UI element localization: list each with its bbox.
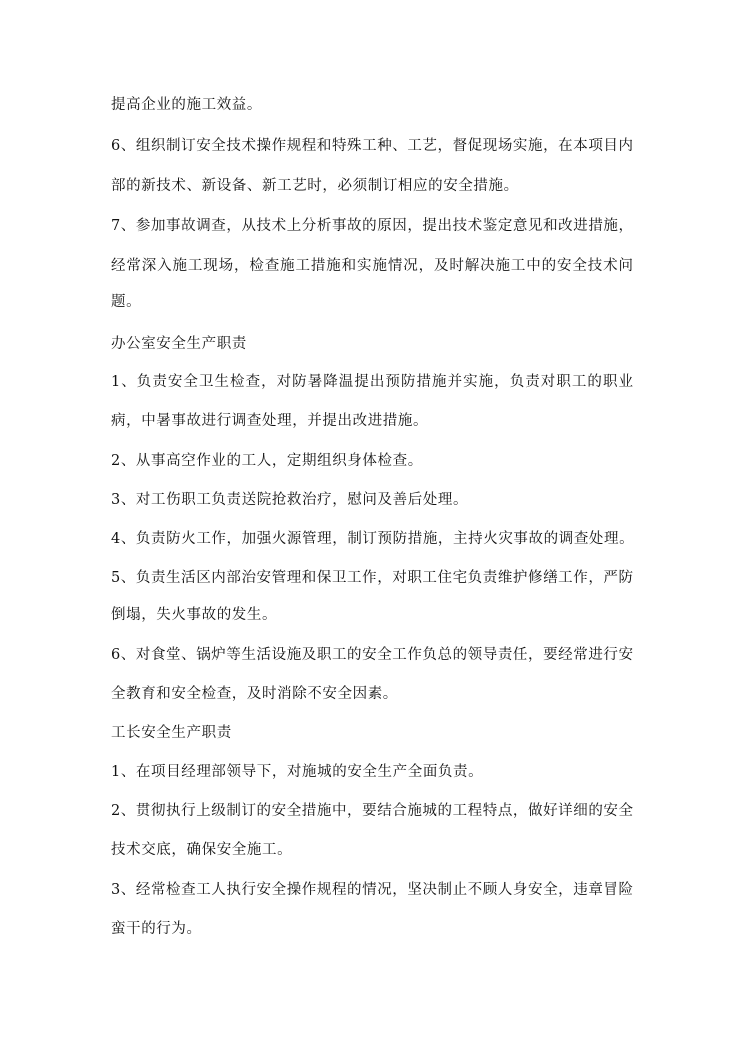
section-heading: 工长安全生产职责: [111, 725, 232, 741]
text-line: 2、从事高空作业的工人，定期组织身体检查。: [111, 453, 423, 469]
text-line: 3、对工伤职工负责送院抢救治疗，慰问及善后处理。: [111, 492, 469, 508]
text-line: 2、贯彻执行上级制订的安全措施中，要结合施城的工程特点，做好详细的安全: [111, 803, 633, 819]
text-line: 1、在项目经理部领导下，对施城的安全生产全面负责。: [111, 764, 484, 780]
text-line: 蛮干的行为。: [111, 921, 202, 937]
section-heading: 办公室安全生产职责: [111, 336, 247, 352]
text-line: 病，中暑事故进行调查处理，并提出改进措施。: [111, 413, 429, 429]
text-line: 3、经常检查工人执行安全操作规程的情况，坚决制止不顾人身安全，违章冒险: [111, 882, 633, 898]
text-line: 经常深入施工现场，检查施工措施和实施情况，及时解决施工中的安全技术问: [111, 258, 633, 274]
text-line: 5、负责生活区内部治安管理和保卫工作，对职工住宅负责维护修缮工作，严防: [111, 570, 633, 586]
text-line: 7、参加事故调查，从技术上分析事故的原因，提出技术鉴定意见和改进措施，: [111, 218, 633, 234]
text-line: 全教育和安全检查，及时消除不安全因素。: [111, 686, 398, 702]
text-line: 6、对食堂、锅炉等生活设施及职工的安全工作负总的领导责任，要经常进行安: [111, 647, 633, 663]
text-line: 倒塌，失火事故的发生。: [111, 607, 278, 623]
text-line: 题。: [111, 294, 142, 310]
text-line: 提高企业的施工效益。: [111, 97, 262, 113]
text-line: 部的新技术、新设备、新工艺时，必须制订相应的安全措施。: [111, 178, 519, 194]
text-line: 4、负责防火工作，加强火源管理，制订预防措施，主持火灾事故的调查处理。: [111, 531, 635, 547]
text-line: 1、负责安全卫生检查，对防暑降温提出预防措施并实施，负责对职工的职业: [111, 374, 633, 390]
text-line: 6、组织制订安全技术操作规程和特殊工种、工艺，督促现场实施，在本项目内: [111, 138, 633, 154]
text-line: 技术交底，确保安全施工。: [111, 842, 293, 858]
